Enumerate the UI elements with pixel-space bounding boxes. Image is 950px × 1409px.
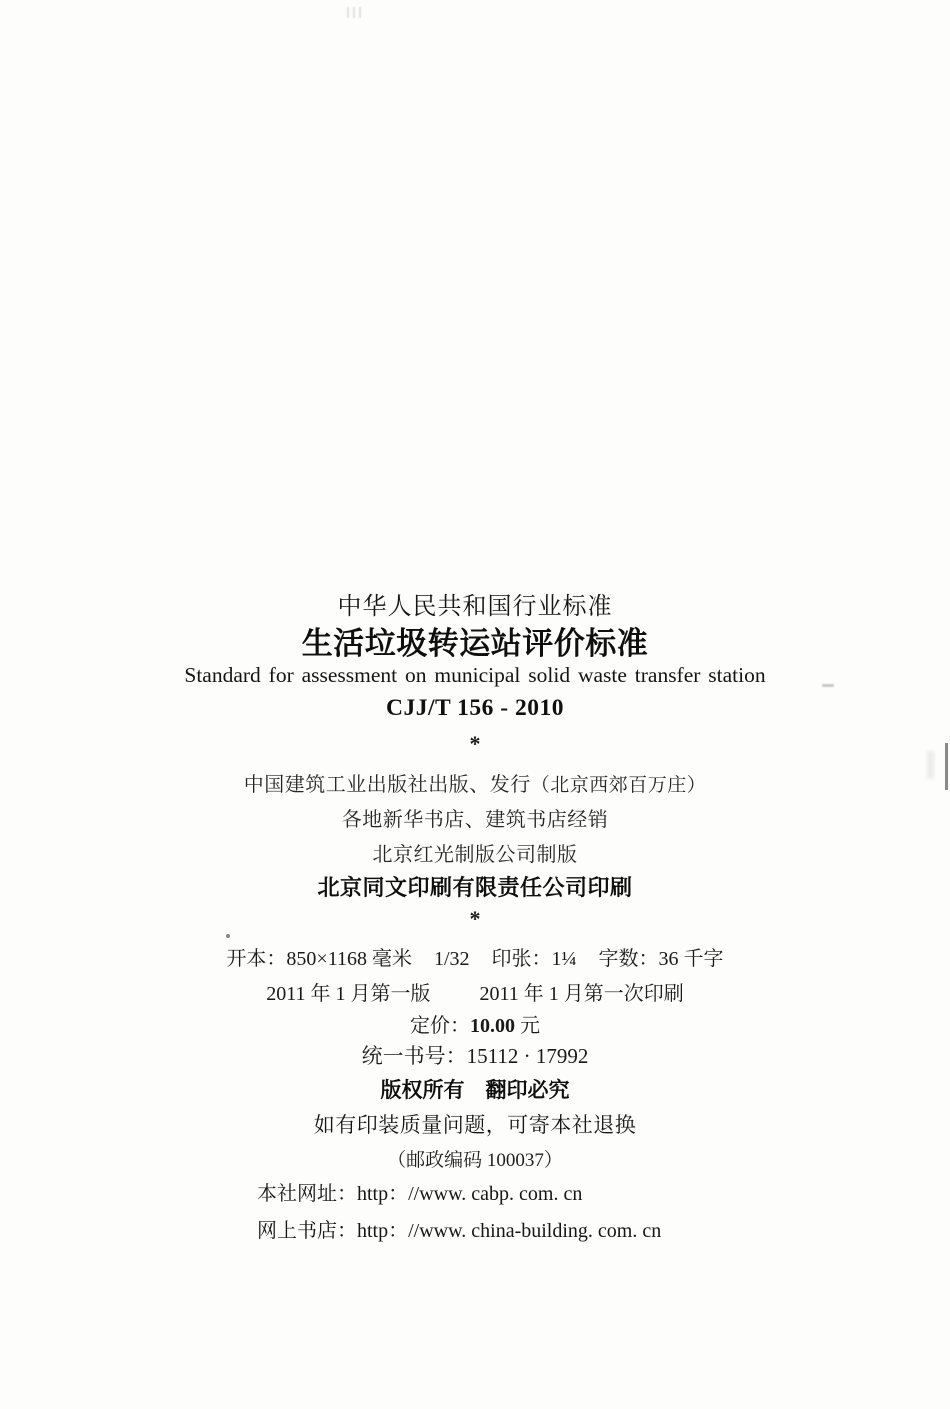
word-count: 字数：36 千字 [598, 948, 724, 970]
scan-artifact-speck [226, 934, 230, 938]
format-size: 开本：850×1168 毫米 [226, 948, 412, 970]
plate-making-line: 北京红光制版公司制版 [372, 844, 578, 866]
page-title: 生活垃圾转运站评价标准 [301, 626, 649, 662]
separator-asterisk-top: * [469, 731, 481, 756]
online-bookstore-line [257, 1214, 661, 1243]
scan-artifact-top-smudge [347, 7, 364, 18]
price-line [0, 1009, 950, 1038]
unified-book-number: 统一书号：15112 · 17992 [361, 1044, 589, 1068]
print-sheets: 印张：1¼ [491, 948, 577, 970]
price-label: 定价： [410, 1015, 470, 1037]
separator-asterisk-middle: * [469, 906, 481, 931]
postal-code: （邮政编码 100037） [387, 1150, 563, 1171]
bookstore-label: 网上书店： [257, 1220, 357, 1242]
publisher-website-line [257, 1177, 582, 1206]
series-title: 中华人民共和国行业标准 [337, 594, 613, 620]
format-spec-line [0, 942, 950, 971]
edition: 2011 年 1 月第一版 [266, 983, 431, 1005]
impression: 2011 年 1 月第一次印刷 [479, 983, 684, 1005]
printer-line: 北京同文印刷有限责任公司印刷 [317, 876, 633, 901]
price-unit: 元 [515, 1015, 540, 1037]
title-english: Standard for assessment on municipal solid waste transfer station [184, 663, 766, 687]
website-url: http：//www. cabp. com. cn [357, 1183, 583, 1205]
distribution-line: 各地新华书店、建筑书店经销 [341, 809, 609, 831]
format-fraction: 1/32 [433, 948, 470, 970]
website-label: 本社网址： [257, 1183, 357, 1205]
publisher-line [0, 768, 950, 797]
copyright-notice: 版权所有 翻印必究 [380, 1078, 570, 1102]
bookstore-url: http：//www. china-building. com. cn [357, 1220, 662, 1242]
edition-line [0, 977, 950, 1006]
price-value: 10.00 [470, 1015, 515, 1037]
publisher-location: （北京西郊百万庄） [530, 775, 707, 796]
publisher-name: 中国建筑工业出版社出版、发行 [243, 774, 531, 796]
standard-code: CJJ/T 156 - 2010 [386, 695, 564, 721]
quality-return-notice: 如有印装质量问题，可寄本社退换 [313, 1113, 637, 1137]
